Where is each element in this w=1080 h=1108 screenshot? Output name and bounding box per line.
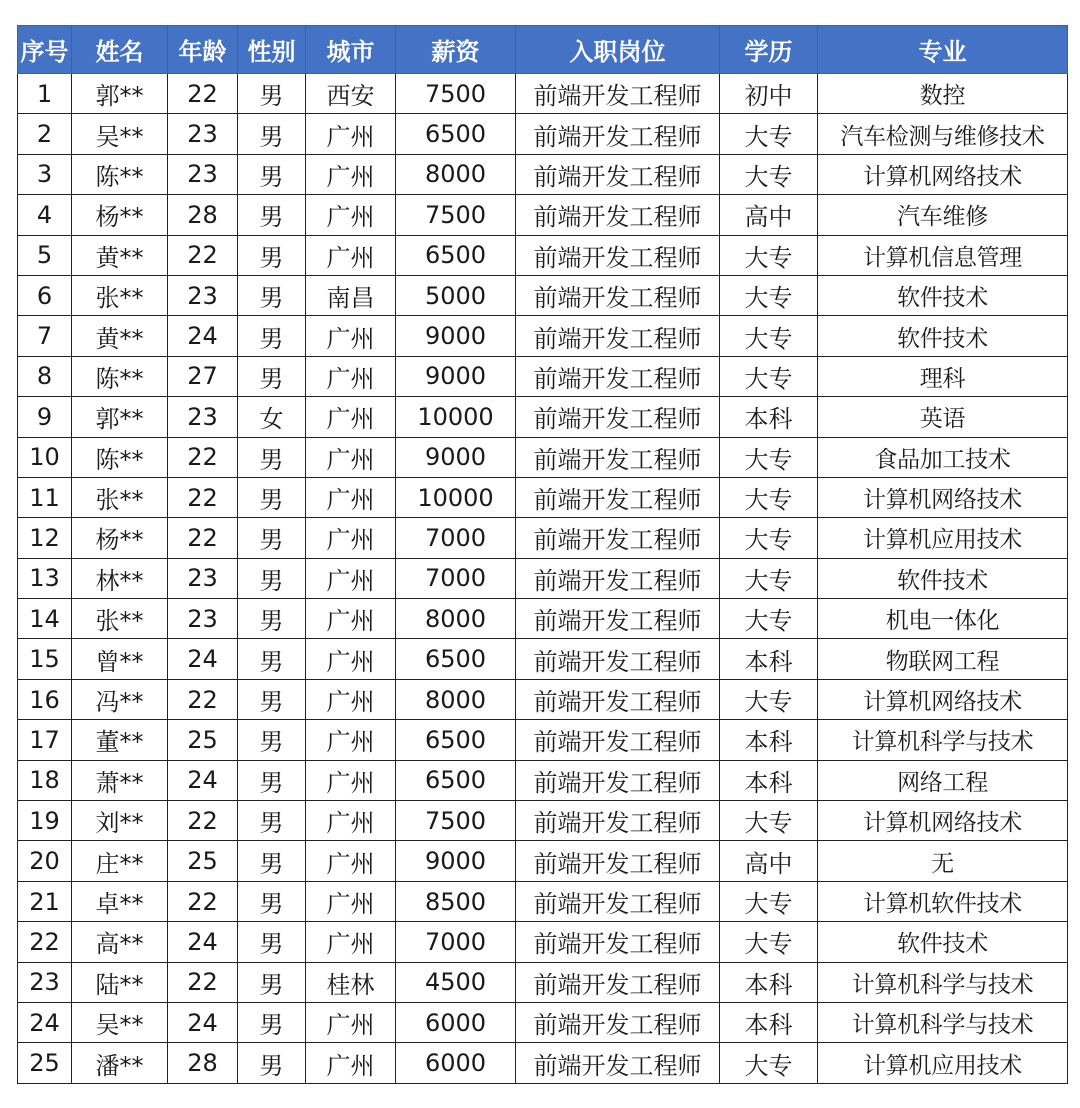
cell-age: 24	[168, 760, 238, 800]
cell-city: 广州	[306, 558, 396, 598]
column-header-salary: 薪资	[396, 26, 516, 74]
cell-position: 前端开发工程师	[516, 760, 720, 800]
table-row	[18, 801, 1068, 841]
cell-major: 计算机软件技术	[818, 881, 1068, 921]
cell-position: 前端开发工程师	[516, 154, 720, 194]
cell-salary: 8000	[396, 599, 516, 639]
cell-index: 6	[18, 275, 72, 315]
cell-city: 广州	[306, 760, 396, 800]
cell-age: 22	[168, 962, 238, 1002]
cell-education: 本科	[720, 639, 818, 679]
cell-gender: 男	[238, 679, 306, 719]
table-row	[18, 397, 1068, 437]
cell-gender: 男	[238, 235, 306, 275]
cell-name: 郭**	[72, 397, 168, 437]
cell-name: 杨**	[72, 195, 168, 235]
cell-position: 前端开发工程师	[516, 720, 720, 760]
cell-salary: 10000	[396, 477, 516, 517]
cell-salary: 9000	[396, 316, 516, 356]
cell-gender: 男	[238, 720, 306, 760]
cell-gender: 男	[238, 922, 306, 962]
cell-position: 前端开发工程师	[516, 1002, 720, 1042]
cell-age: 22	[168, 801, 238, 841]
cell-education: 高中	[720, 841, 818, 881]
cell-gender: 男	[238, 841, 306, 881]
cell-index: 11	[18, 477, 72, 517]
cell-name: 林**	[72, 558, 168, 598]
cell-major: 计算机应用技术	[818, 518, 1068, 558]
cell-name: 黄**	[72, 235, 168, 275]
cell-salary: 6500	[396, 639, 516, 679]
cell-index: 19	[18, 801, 72, 841]
cell-salary: 6500	[396, 114, 516, 154]
cell-gender: 男	[238, 760, 306, 800]
cell-name: 吴**	[72, 1002, 168, 1042]
cell-age: 23	[168, 558, 238, 598]
cell-city: 广州	[306, 599, 396, 639]
cell-name: 萧**	[72, 760, 168, 800]
table-body	[18, 74, 1068, 1084]
cell-city: 广州	[306, 316, 396, 356]
cell-education: 本科	[720, 1002, 818, 1042]
cell-major: 软件技术	[818, 316, 1068, 356]
cell-index: 2	[18, 114, 72, 154]
cell-education: 本科	[720, 720, 818, 760]
cell-name: 张**	[72, 275, 168, 315]
table-row	[18, 316, 1068, 356]
cell-education: 大专	[720, 114, 818, 154]
cell-city: 广州	[306, 397, 396, 437]
cell-position: 前端开发工程师	[516, 518, 720, 558]
cell-gender: 男	[238, 558, 306, 598]
cell-age: 22	[168, 679, 238, 719]
table-row	[18, 114, 1068, 154]
cell-position: 前端开发工程师	[516, 437, 720, 477]
cell-position: 前端开发工程师	[516, 599, 720, 639]
cell-salary: 6500	[396, 720, 516, 760]
table-header	[18, 26, 1068, 74]
cell-name: 陈**	[72, 154, 168, 194]
cell-gender: 男	[238, 316, 306, 356]
cell-index: 12	[18, 518, 72, 558]
cell-age: 24	[168, 316, 238, 356]
table-row	[18, 518, 1068, 558]
cell-education: 大专	[720, 922, 818, 962]
cell-position: 前端开发工程师	[516, 801, 720, 841]
cell-age: 28	[168, 195, 238, 235]
cell-gender: 男	[238, 801, 306, 841]
cell-age: 23	[168, 599, 238, 639]
cell-salary: 4500	[396, 962, 516, 1002]
table-row	[18, 275, 1068, 315]
cell-gender: 男	[238, 881, 306, 921]
cell-name: 董**	[72, 720, 168, 760]
cell-salary: 6500	[396, 760, 516, 800]
cell-salary: 9000	[396, 841, 516, 881]
cell-salary: 6000	[396, 1043, 516, 1083]
cell-index: 18	[18, 760, 72, 800]
cell-name: 曾**	[72, 639, 168, 679]
cell-gender: 男	[238, 518, 306, 558]
cell-index: 13	[18, 558, 72, 598]
cell-age: 22	[168, 74, 238, 114]
cell-education: 本科	[720, 962, 818, 1002]
cell-education: 大专	[720, 881, 818, 921]
cell-index: 14	[18, 599, 72, 639]
cell-age: 23	[168, 397, 238, 437]
cell-major: 汽车维修	[818, 195, 1068, 235]
table-row	[18, 74, 1068, 114]
cell-position: 前端开发工程师	[516, 639, 720, 679]
cell-education: 大专	[720, 154, 818, 194]
cell-index: 21	[18, 881, 72, 921]
table-row	[18, 437, 1068, 477]
cell-index: 17	[18, 720, 72, 760]
table-row	[18, 720, 1068, 760]
cell-education: 大专	[720, 235, 818, 275]
cell-education: 大专	[720, 1043, 818, 1083]
cell-city: 南昌	[306, 275, 396, 315]
cell-city: 广州	[306, 881, 396, 921]
cell-major: 软件技术	[818, 558, 1068, 598]
cell-name: 刘**	[72, 801, 168, 841]
table-row	[18, 154, 1068, 194]
table-row	[18, 558, 1068, 598]
cell-city: 广州	[306, 477, 396, 517]
cell-gender: 男	[238, 356, 306, 396]
cell-salary: 7500	[396, 801, 516, 841]
cell-gender: 男	[238, 74, 306, 114]
cell-gender: 男	[238, 195, 306, 235]
table-row	[18, 679, 1068, 719]
cell-position: 前端开发工程师	[516, 477, 720, 517]
cell-name: 张**	[72, 477, 168, 517]
cell-position: 前端开发工程师	[516, 397, 720, 437]
cell-age: 24	[168, 922, 238, 962]
cell-position: 前端开发工程师	[516, 679, 720, 719]
cell-name: 张**	[72, 599, 168, 639]
cell-major: 软件技术	[818, 922, 1068, 962]
cell-name: 潘**	[72, 1043, 168, 1083]
cell-age: 24	[168, 639, 238, 679]
cell-salary: 6500	[396, 235, 516, 275]
cell-salary: 10000	[396, 397, 516, 437]
cell-city: 广州	[306, 801, 396, 841]
cell-gender: 男	[238, 1043, 306, 1083]
cell-gender: 男	[238, 962, 306, 1002]
cell-position: 前端开发工程师	[516, 356, 720, 396]
table-row	[18, 477, 1068, 517]
cell-education: 高中	[720, 195, 818, 235]
cell-position: 前端开发工程师	[516, 881, 720, 921]
cell-major: 计算机网络技术	[818, 477, 1068, 517]
cell-city: 广州	[306, 841, 396, 881]
cell-education: 大专	[720, 679, 818, 719]
cell-education: 本科	[720, 760, 818, 800]
cell-city: 桂林	[306, 962, 396, 1002]
cell-index: 7	[18, 316, 72, 356]
cell-salary: 8500	[396, 881, 516, 921]
cell-index: 9	[18, 397, 72, 437]
table-row	[18, 922, 1068, 962]
cell-index: 22	[18, 922, 72, 962]
column-header-index: 序号	[18, 26, 72, 74]
cell-name: 庄**	[72, 841, 168, 881]
cell-major: 数控	[818, 74, 1068, 114]
cell-age: 23	[168, 154, 238, 194]
cell-age: 25	[168, 720, 238, 760]
employee-table-container	[17, 25, 1067, 1084]
cell-city: 西安	[306, 74, 396, 114]
cell-age: 23	[168, 275, 238, 315]
cell-salary: 9000	[396, 437, 516, 477]
cell-index: 20	[18, 841, 72, 881]
cell-gender: 男	[238, 275, 306, 315]
cell-age: 23	[168, 114, 238, 154]
cell-salary: 7500	[396, 195, 516, 235]
cell-city: 广州	[306, 922, 396, 962]
cell-salary: 6000	[396, 1002, 516, 1042]
column-header-city: 城市	[306, 26, 396, 74]
cell-position: 前端开发工程师	[516, 74, 720, 114]
cell-major: 计算机网络技术	[818, 679, 1068, 719]
cell-city: 广州	[306, 195, 396, 235]
cell-name: 卓**	[72, 881, 168, 921]
table-row	[18, 1043, 1068, 1083]
cell-education: 大专	[720, 316, 818, 356]
cell-education: 本科	[720, 397, 818, 437]
cell-position: 前端开发工程师	[516, 235, 720, 275]
cell-city: 广州	[306, 437, 396, 477]
cell-age: 24	[168, 1002, 238, 1042]
cell-gender: 男	[238, 1002, 306, 1042]
cell-position: 前端开发工程师	[516, 316, 720, 356]
cell-salary: 8000	[396, 154, 516, 194]
cell-major: 软件技术	[818, 275, 1068, 315]
cell-city: 广州	[306, 1043, 396, 1083]
cell-city: 广州	[306, 679, 396, 719]
cell-major: 食品加工技术	[818, 437, 1068, 477]
cell-salary: 7000	[396, 558, 516, 598]
cell-education: 大专	[720, 437, 818, 477]
cell-name: 冯**	[72, 679, 168, 719]
cell-city: 广州	[306, 114, 396, 154]
cell-index: 4	[18, 195, 72, 235]
cell-index: 24	[18, 1002, 72, 1042]
table-row	[18, 881, 1068, 921]
cell-major: 计算机网络技术	[818, 154, 1068, 194]
column-header-name: 姓名	[72, 26, 168, 74]
cell-position: 前端开发工程师	[516, 962, 720, 1002]
column-header-position: 入职岗位	[516, 26, 720, 74]
cell-major: 理科	[818, 356, 1068, 396]
cell-major: 计算机信息管理	[818, 235, 1068, 275]
column-header-age: 年龄	[168, 26, 238, 74]
column-header-education: 学历	[720, 26, 818, 74]
cell-major: 机电一体化	[818, 599, 1068, 639]
cell-position: 前端开发工程师	[516, 922, 720, 962]
cell-education: 大专	[720, 801, 818, 841]
cell-position: 前端开发工程师	[516, 558, 720, 598]
cell-education: 大专	[720, 275, 818, 315]
cell-age: 27	[168, 356, 238, 396]
cell-major: 物联网工程	[818, 639, 1068, 679]
cell-name: 陈**	[72, 356, 168, 396]
cell-position: 前端开发工程师	[516, 1043, 720, 1083]
cell-city: 广州	[306, 154, 396, 194]
cell-gender: 男	[238, 639, 306, 679]
cell-index: 3	[18, 154, 72, 194]
cell-salary: 7000	[396, 922, 516, 962]
cell-city: 广州	[306, 720, 396, 760]
cell-age: 25	[168, 841, 238, 881]
cell-major: 计算机科学与技术	[818, 962, 1068, 1002]
cell-name: 吴**	[72, 114, 168, 154]
cell-position: 前端开发工程师	[516, 275, 720, 315]
cell-major: 计算机科学与技术	[818, 720, 1068, 760]
cell-major: 计算机网络技术	[818, 801, 1068, 841]
cell-gender: 女	[238, 397, 306, 437]
cell-index: 10	[18, 437, 72, 477]
cell-gender: 男	[238, 437, 306, 477]
table-row	[18, 356, 1068, 396]
cell-education: 大专	[720, 356, 818, 396]
cell-index: 5	[18, 235, 72, 275]
cell-position: 前端开发工程师	[516, 114, 720, 154]
cell-major: 汽车检测与维修技术	[818, 114, 1068, 154]
cell-age: 22	[168, 437, 238, 477]
cell-index: 16	[18, 679, 72, 719]
cell-index: 1	[18, 74, 72, 114]
cell-index: 25	[18, 1043, 72, 1083]
cell-age: 22	[168, 235, 238, 275]
cell-age: 28	[168, 1043, 238, 1083]
cell-age: 22	[168, 518, 238, 558]
table-row	[18, 599, 1068, 639]
cell-major: 无	[818, 841, 1068, 881]
cell-education: 大专	[720, 558, 818, 598]
cell-city: 广州	[306, 235, 396, 275]
cell-position: 前端开发工程师	[516, 195, 720, 235]
cell-gender: 男	[238, 114, 306, 154]
cell-name: 郭**	[72, 74, 168, 114]
table-row	[18, 760, 1068, 800]
table-row	[18, 1002, 1068, 1042]
cell-age: 22	[168, 477, 238, 517]
cell-city: 广州	[306, 356, 396, 396]
cell-salary: 7500	[396, 74, 516, 114]
cell-age: 22	[168, 881, 238, 921]
header-row	[18, 26, 1068, 74]
cell-gender: 男	[238, 599, 306, 639]
cell-position: 前端开发工程师	[516, 841, 720, 881]
employee-table	[17, 25, 1068, 1084]
cell-salary: 9000	[396, 356, 516, 396]
cell-major: 网络工程	[818, 760, 1068, 800]
cell-education: 大专	[720, 477, 818, 517]
table-row	[18, 962, 1068, 1002]
cell-education: 初中	[720, 74, 818, 114]
table-row	[18, 841, 1068, 881]
cell-city: 广州	[306, 639, 396, 679]
cell-name: 陆**	[72, 962, 168, 1002]
cell-education: 大专	[720, 599, 818, 639]
column-header-major: 专业	[818, 26, 1068, 74]
cell-major: 英语	[818, 397, 1068, 437]
cell-index: 8	[18, 356, 72, 396]
cell-major: 计算机科学与技术	[818, 1002, 1068, 1042]
table-row	[18, 195, 1068, 235]
cell-gender: 男	[238, 154, 306, 194]
column-header-gender: 性别	[238, 26, 306, 74]
cell-city: 广州	[306, 1002, 396, 1042]
cell-index: 23	[18, 962, 72, 1002]
cell-salary: 5000	[396, 275, 516, 315]
cell-index: 15	[18, 639, 72, 679]
cell-major: 计算机应用技术	[818, 1043, 1068, 1083]
cell-salary: 8000	[396, 679, 516, 719]
cell-name: 杨**	[72, 518, 168, 558]
table-row	[18, 235, 1068, 275]
cell-education: 大专	[720, 518, 818, 558]
cell-salary: 7000	[396, 518, 516, 558]
cell-name: 黄**	[72, 316, 168, 356]
table-row	[18, 639, 1068, 679]
cell-gender: 男	[238, 477, 306, 517]
cell-name: 高**	[72, 922, 168, 962]
cell-name: 陈**	[72, 437, 168, 477]
cell-city: 广州	[306, 518, 396, 558]
